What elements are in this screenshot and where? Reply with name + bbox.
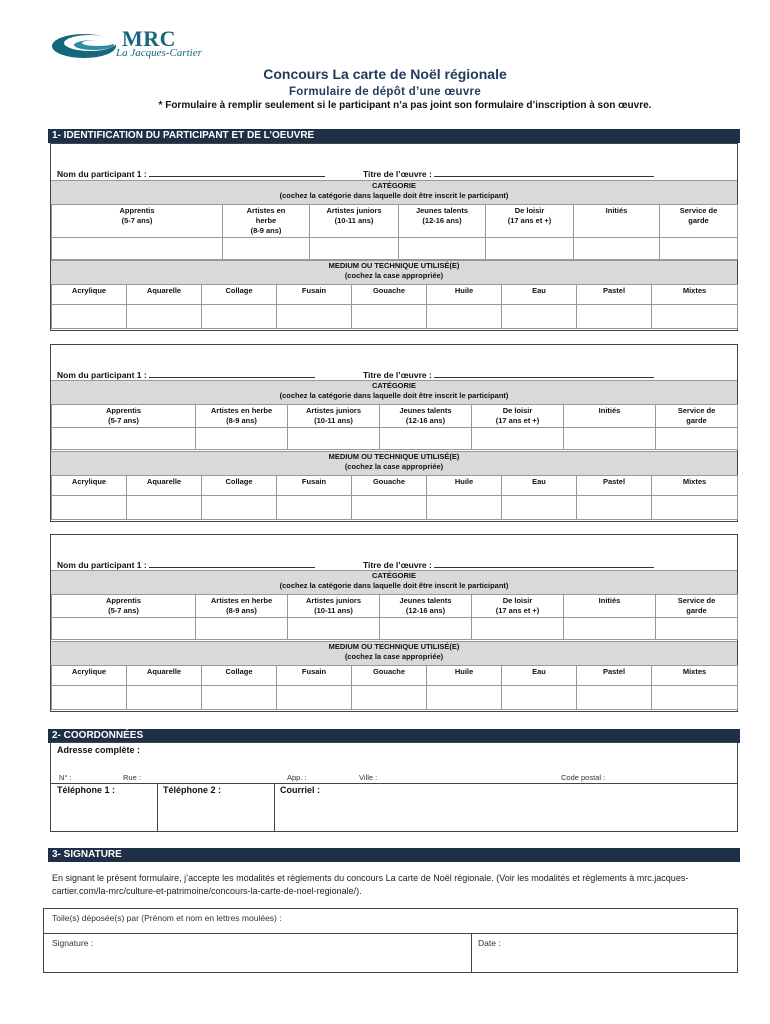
phone-1-label: Téléphone 1 : [57, 785, 116, 795]
check-box-cell[interactable] [502, 496, 577, 520]
work-title-label: Titre de l’œuvre : [363, 370, 432, 380]
category-check-row [52, 618, 738, 640]
medium-header-row [52, 285, 738, 305]
medium-cell: Pastel [577, 666, 652, 686]
check-box-cell[interactable] [127, 496, 202, 520]
category-cell [380, 595, 472, 618]
category-label-line: De loisir [502, 596, 533, 605]
category-cell [486, 205, 574, 238]
work-title-field[interactable] [434, 559, 654, 568]
category-label-line: Initiés [605, 206, 628, 215]
check-box-cell[interactable] [352, 686, 427, 710]
check-box-cell[interactable] [486, 238, 574, 260]
check-box-cell[interactable] [427, 686, 502, 710]
work-title-field[interactable] [434, 168, 654, 177]
category-label-line: Jeunes talents [399, 406, 452, 415]
category-label-line: Initiés [598, 596, 621, 605]
form-title: Concours La carte de Noël régionale [263, 66, 507, 82]
participant-name-label: Nom du participant 1 : [57, 169, 147, 179]
category-label-line: (5-7 ans) [121, 216, 153, 225]
work-title-row [363, 168, 654, 179]
check-box-cell[interactable] [277, 686, 352, 710]
participant-name-row [57, 559, 315, 570]
section-1-header: 1- IDENTIFICATION DU PARTICIPANT ET DE L’OEUVRE [48, 129, 740, 143]
phone-divider [157, 783, 158, 831]
form-subtitle: Formulaire de dépôt d’une œuvre [288, 86, 482, 98]
check-box-cell[interactable] [427, 496, 502, 520]
category-table [51, 404, 738, 450]
medium-band [51, 641, 737, 666]
category-label-line: herbe [255, 216, 277, 225]
mrc-logo [50, 26, 210, 66]
medium-header-row [52, 476, 738, 496]
category-cell [288, 405, 380, 428]
medium-cell: Fusain [277, 666, 352, 686]
medium-note: (cochez la case appropriée) [344, 271, 444, 280]
category-header-row [52, 405, 738, 428]
medium-cell: Mixtes [652, 285, 738, 305]
section-3-header: 3- SIGNATURE [48, 848, 740, 862]
medium-title: MEDIUM OU TECHNIQUE UTILISÉ(E) [328, 452, 460, 461]
participant-name-label: Nom du participant 1 : [57, 560, 147, 570]
check-box-cell[interactable] [577, 686, 652, 710]
category-cell [660, 205, 738, 238]
check-box-cell[interactable] [202, 686, 277, 710]
apartment-label: App. : [287, 773, 307, 782]
category-note: (cochez la catégorie dans laquelle doit être inscrit le participant) [279, 191, 509, 200]
category-label-line: Artistes en herbe [210, 406, 273, 415]
check-box-cell[interactable] [652, 305, 738, 329]
medium-cell: Aquarelle [127, 285, 202, 305]
category-label-line: Apprentis [119, 206, 155, 215]
phone-2-label: Téléphone 2 : [163, 785, 222, 795]
signature-row [43, 933, 738, 973]
category-label-line: (8-9 ans) [226, 606, 257, 615]
category-label-line: Apprentis [105, 406, 141, 415]
logo-subtitle: La Jacques-Cartier [116, 47, 202, 59]
category-table [51, 204, 738, 260]
check-box-cell[interactable] [352, 496, 427, 520]
medium-cell: Huile [427, 666, 502, 686]
medium-check-row [52, 305, 738, 329]
check-box-cell[interactable] [574, 238, 660, 260]
category-band [51, 180, 737, 205]
medium-table [51, 475, 738, 520]
participant-name-row [57, 369, 315, 380]
check-box-cell[interactable] [52, 305, 127, 329]
category-cell [52, 595, 196, 618]
medium-cell: Collage [202, 666, 277, 686]
category-label-line: Artistes juniors [326, 206, 382, 215]
category-band [51, 380, 737, 405]
medium-table [51, 284, 738, 329]
category-label-line: (10-11 ans) [334, 216, 374, 225]
medium-band [51, 260, 737, 285]
category-cell [288, 595, 380, 618]
check-box-cell[interactable] [127, 686, 202, 710]
check-box-cell[interactable] [656, 428, 738, 450]
medium-cell: Collage [202, 476, 277, 496]
check-box-cell[interactable] [380, 428, 472, 450]
category-title: CATÉGORIE [371, 181, 417, 190]
category-label-line: Service de [677, 406, 716, 415]
category-check-row [52, 238, 738, 260]
medium-cell: Gouache [352, 476, 427, 496]
check-box-cell[interactable] [660, 238, 738, 260]
number-label: N° : [59, 773, 72, 782]
check-box-cell[interactable] [288, 618, 380, 640]
medium-cell: Gouache [352, 666, 427, 686]
category-table [51, 594, 738, 640]
category-label-line: De loisir [502, 406, 533, 415]
check-box-cell[interactable] [196, 428, 288, 450]
category-band [51, 570, 737, 595]
email-label: Courriel : [280, 785, 321, 795]
check-box-cell[interactable] [52, 428, 196, 450]
signature-divider [471, 934, 472, 972]
category-cell [574, 205, 660, 238]
medium-cell: Pastel [577, 285, 652, 305]
category-label-line: Artistes en herbe [210, 596, 273, 605]
category-label-line: (17 ans et +) [495, 416, 540, 425]
category-label-line: Service de [677, 596, 716, 605]
medium-table [51, 665, 738, 710]
check-box-cell[interactable] [656, 618, 738, 640]
check-box-cell[interactable] [52, 496, 127, 520]
category-label-line: Jeunes talents [399, 596, 452, 605]
medium-cell: Huile [427, 476, 502, 496]
check-box-cell[interactable] [427, 305, 502, 329]
check-box-cell[interactable] [472, 618, 564, 640]
check-box-cell[interactable] [52, 686, 127, 710]
work-title-row [363, 369, 654, 380]
medium-check-row [52, 686, 738, 710]
city-label: Ville : [359, 773, 378, 782]
medium-cell: Acrylique [52, 285, 127, 305]
medium-cell: Huile [427, 285, 502, 305]
category-header-row [52, 595, 738, 618]
category-note: (cochez la catégorie dans laquelle doit être inscrit le participant) [279, 391, 509, 400]
check-box-cell[interactable] [472, 428, 564, 450]
check-box-cell[interactable] [52, 618, 196, 640]
logo-swoosh-icon [50, 26, 120, 66]
category-check-row [52, 428, 738, 450]
category-label-line: (5-7 ans) [108, 416, 139, 425]
medium-cell: Aquarelle [127, 666, 202, 686]
check-box-cell[interactable] [277, 496, 352, 520]
medium-note: (cochez la case appropriée) [344, 652, 444, 661]
street-label: Rue : [123, 773, 141, 782]
deposited-by-label: Toile(s) déposée(s) par (Prénom et nom en lettres moulées) : [52, 913, 282, 923]
check-box-cell[interactable] [52, 238, 223, 260]
participant-block-1 [50, 143, 738, 331]
address-divider [51, 783, 737, 784]
participant-name-field[interactable] [149, 559, 315, 568]
postal-code-label: Code postal : [561, 773, 606, 782]
check-box-cell[interactable] [652, 496, 738, 520]
category-cell [52, 205, 223, 238]
category-label-line: (8-9 ans) [250, 226, 282, 235]
participant-name-label: Nom du participant 1 : [57, 370, 147, 380]
check-box-cell[interactable] [564, 618, 656, 640]
category-cell [196, 405, 288, 428]
category-cell [223, 205, 310, 238]
email-divider [274, 783, 275, 831]
medium-cell: Pastel [577, 476, 652, 496]
coordinates-box [50, 742, 738, 832]
medium-cell: Acrylique [52, 666, 127, 686]
address-label: Adresse complète : [57, 745, 141, 755]
medium-cell: Collage [202, 285, 277, 305]
medium-cell: Eau [502, 666, 577, 686]
category-label-line: De loisir [514, 206, 545, 215]
deposited-by-field[interactable] [43, 908, 738, 934]
category-cell [656, 405, 738, 428]
check-box-cell[interactable] [380, 618, 472, 640]
medium-cell: Fusain [277, 476, 352, 496]
medium-note: (cochez la case appropriée) [344, 462, 444, 471]
check-box-cell[interactable] [399, 238, 486, 260]
check-box-cell[interactable] [502, 686, 577, 710]
category-cell [399, 205, 486, 238]
category-label-line: (12-16 ans) [405, 416, 446, 425]
medium-title: MEDIUM OU TECHNIQUE UTILISÉ(E) [328, 261, 460, 270]
check-box-cell[interactable] [352, 305, 427, 329]
category-label-line: Artistes juniors [305, 406, 361, 415]
category-label-line: Service de [679, 206, 718, 215]
category-label-line: Initiés [598, 406, 621, 415]
medium-check-row [52, 496, 738, 520]
category-cell [472, 405, 564, 428]
check-box-cell[interactable] [577, 496, 652, 520]
category-note: (cochez la catégorie dans laquelle doit être inscrit le participant) [279, 581, 509, 590]
medium-cell: Aquarelle [127, 476, 202, 496]
work-title-label: Titre de l’œuvre : [363, 560, 432, 570]
category-label-line: (12-16 ans) [405, 606, 446, 615]
date-label: Date : [478, 938, 501, 948]
category-label-line: (12-16 ans) [422, 216, 462, 225]
medium-header-row [52, 666, 738, 686]
work-title-field[interactable] [434, 369, 654, 378]
category-label-line: (10-11 ans) [314, 606, 353, 615]
category-label-line: (17 ans et +) [507, 216, 552, 225]
medium-cell: Mixtes [652, 476, 738, 496]
category-cell [564, 405, 656, 428]
category-label-line: Artistes juniors [305, 596, 361, 605]
category-cell [656, 595, 738, 618]
category-label-line: (5-7 ans) [108, 606, 139, 615]
work-title-label: Titre de l’œuvre : [363, 169, 432, 179]
check-box-cell[interactable] [202, 305, 277, 329]
logo-brand: MRC [122, 26, 177, 51]
form-note: * Formulaire à remplir seulement si le participant n’a pas joint son formulaire d’inscription à son œuvre. [158, 100, 652, 111]
check-box-cell[interactable] [277, 305, 352, 329]
check-box-cell[interactable] [652, 686, 738, 710]
category-label-line: (8-9 ans) [226, 416, 257, 425]
participant-block-3 [50, 534, 738, 712]
section-2-header: 2- COORDONNÉES [48, 729, 740, 743]
category-label-line: garde [688, 216, 709, 225]
medium-title: MEDIUM OU TECHNIQUE UTILISÉ(E) [328, 642, 460, 651]
check-box-cell[interactable] [196, 618, 288, 640]
check-box-cell[interactable] [288, 428, 380, 450]
category-cell [380, 405, 472, 428]
signature-label: Signature : [52, 938, 94, 948]
category-label-line: (10-11 ans) [314, 416, 353, 425]
category-cell [52, 405, 196, 428]
check-box-cell[interactable] [202, 496, 277, 520]
category-title: CATÉGORIE [371, 571, 417, 580]
category-cell [472, 595, 564, 618]
check-box-cell[interactable] [577, 305, 652, 329]
category-label-line: Jeunes talents [415, 206, 469, 215]
medium-cell: Acrylique [52, 476, 127, 496]
category-label-line: Artistes en [246, 206, 286, 215]
category-label-line: Apprentis [105, 596, 141, 605]
medium-cell: Gouache [352, 285, 427, 305]
category-title: CATÉGORIE [371, 381, 417, 390]
category-cell [196, 595, 288, 618]
category-label-line: (17 ans et +) [495, 606, 540, 615]
participant-name-row [57, 168, 325, 179]
medium-cell: Eau [502, 285, 577, 305]
category-label-line: garde [686, 416, 707, 425]
medium-cell: Mixtes [652, 666, 738, 686]
medium-band [51, 451, 737, 476]
check-box-cell[interactable] [223, 238, 310, 260]
check-box-cell[interactable] [564, 428, 656, 450]
check-box-cell[interactable] [310, 238, 399, 260]
participant-block-2 [50, 344, 738, 522]
category-cell [310, 205, 399, 238]
check-box-cell[interactable] [127, 305, 202, 329]
consent-paragraph: En signant le présent formulaire, j’accepte les modalités et règlements du concours La carte de Noël régionale. (Voir les modalités et règlements à mrc.jacques-cartier.com/la-mrc/culture-et-patrimoine/concours-la-carte-de-noel-regionale/). [52, 873, 689, 896]
category-cell [564, 595, 656, 618]
medium-cell: Fusain [277, 285, 352, 305]
medium-cell: Eau [502, 476, 577, 496]
work-title-row [363, 559, 654, 570]
check-box-cell[interactable] [502, 305, 577, 329]
category-header-row [52, 205, 738, 238]
category-label-line: garde [686, 606, 707, 615]
participant-name-field[interactable] [149, 168, 325, 177]
participant-name-field[interactable] [149, 369, 315, 378]
